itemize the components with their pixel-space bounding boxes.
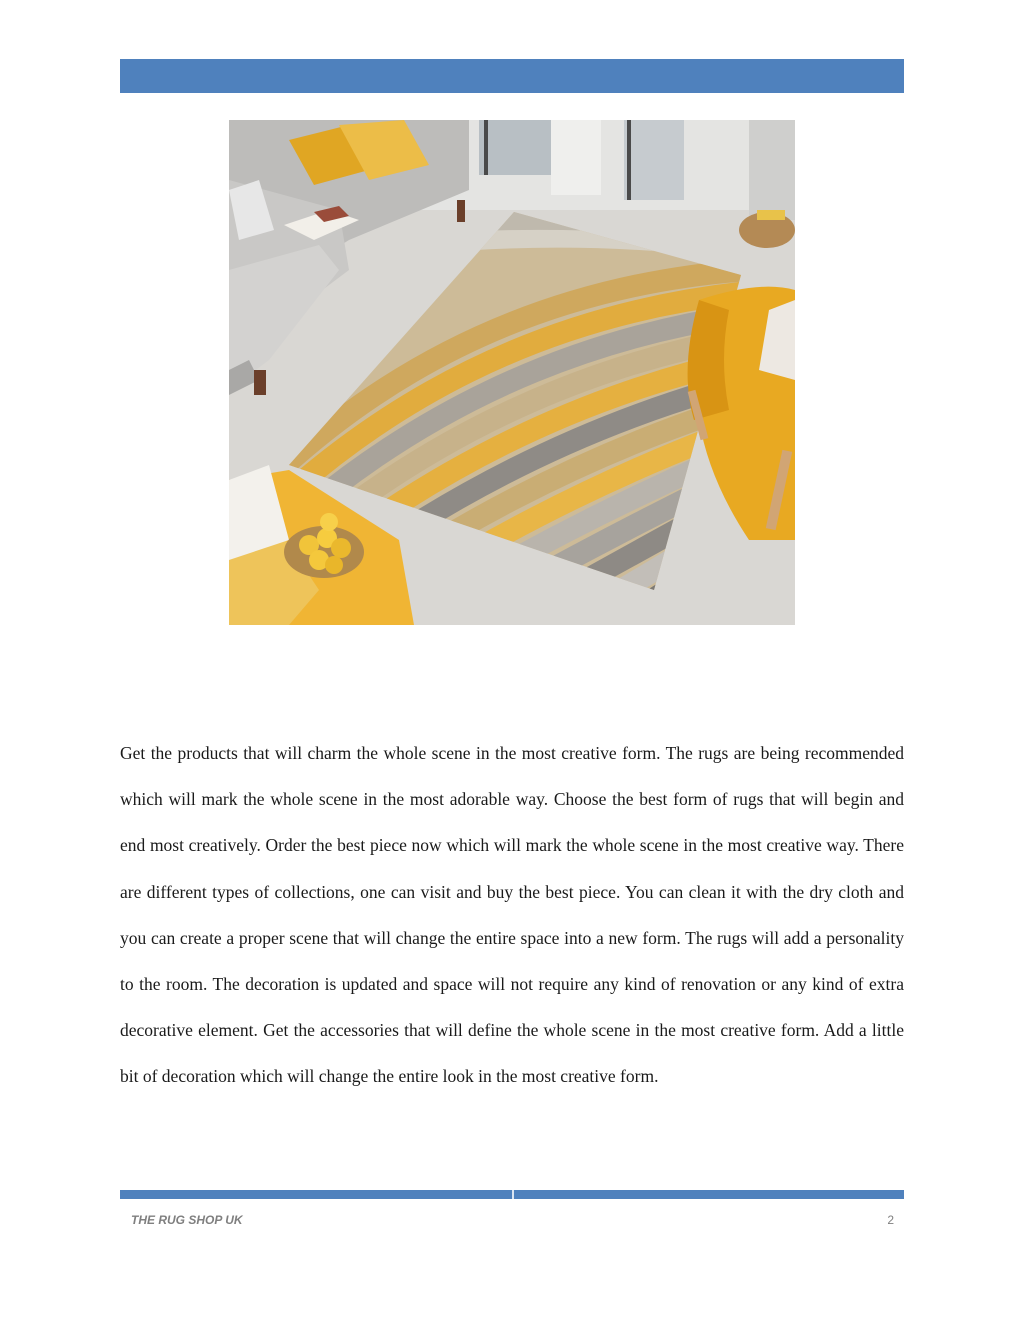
body-paragraph: Get the products that will charm the whole scene in the most creative form. The rugs are being recommended which will mark the whole scene in the most adorable way. Choose the best form of rugs that will begin and end most creatively. Order the best piece now which will mark the whole scene in the most creative way. There are different types of collections, one can visit and buy the best piece. You can clean it with the dry cloth and you can create a proper scene that will change the entire space into a new form. The rugs will add a personality to the room. The decoration is updated and space will not require any kind of renovation or any kind of extra decorative element. Get the accessories that will define the whole scene in the most creative form. Add a little bit of decoration which will change the entire look in the most creative form. bbox=[120, 743, 904, 1087]
header-bar bbox=[120, 59, 904, 93]
footer-divider-notch bbox=[512, 1190, 514, 1199]
footer-brand: THE RUG SHOP UK bbox=[131, 1213, 243, 1227]
rug-photo bbox=[229, 120, 795, 625]
footer-divider bbox=[120, 1190, 904, 1199]
page-number: 2 bbox=[887, 1213, 894, 1227]
